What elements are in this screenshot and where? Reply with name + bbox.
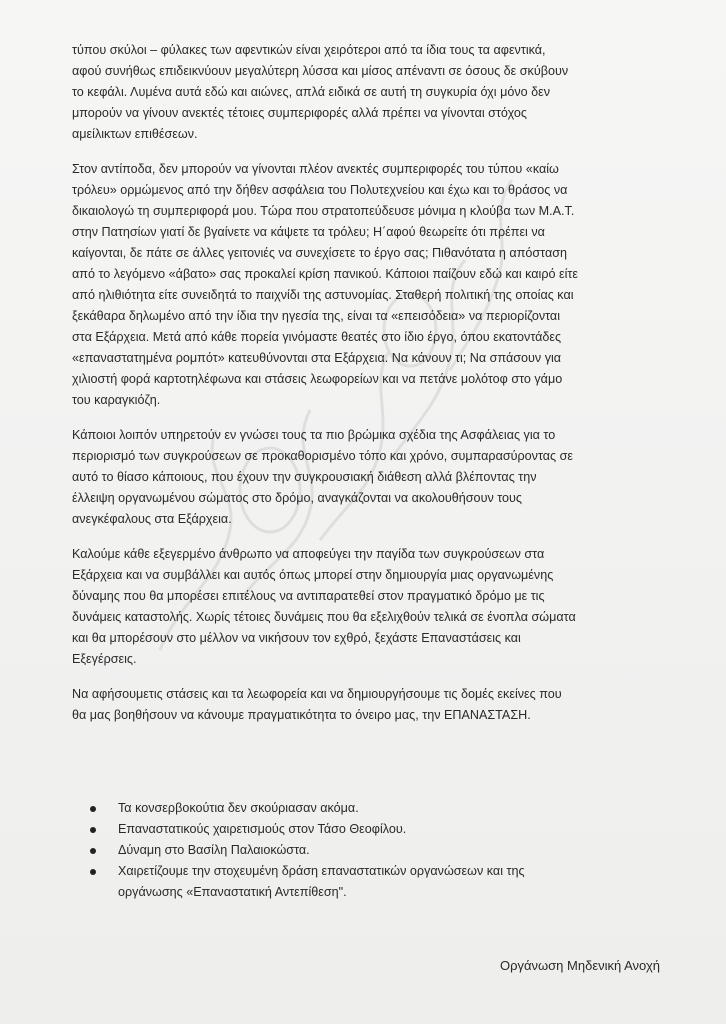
list-item <box>90 861 650 903</box>
text-line: δυνάμεις καταστολής. Χωρίς τέτοιες δυνάμεις που θα εξελιχθούν τελικά σε ένοπλα σώματα <box>72 610 576 624</box>
bullet-icon <box>90 827 96 833</box>
paragraph-4 <box>72 544 652 670</box>
signature: Οργάνωση Μηδενική Ανοχή <box>499 958 660 973</box>
list-item-text: Δύναμη στο Βασίλη Παλαιοκώστα. <box>118 843 310 857</box>
list-item-text: Χαιρετίζουμε την στοχευμένη δράση επαναστατικών οργανώσεων και της <box>118 864 525 878</box>
list-item-text: οργάνωσης «Επαναστατική Αντεπίθεση". <box>118 885 347 899</box>
text-line: από ηλιθιότητα είτε συνειδητά το παιχνίδι της αστυνομίας. Σταθερή πολιτική της οποίας και <box>72 288 574 302</box>
text-line: έλλειψη οργανωμένου σώματος στο δρόμο, αναγκάζονται να ακολουθήσουν τους <box>72 491 523 505</box>
paragraph-3 <box>72 425 652 530</box>
text-line: τρόλευ» ορμώμενος από την δήθεν ασφάλεια του Πολυτεχνείου και έχω και το θράσος να <box>72 183 568 197</box>
text-line: στην Πατησίων γιατί δε βγαίνετε να κάψετε τα τρόλευ; Η΄αφού θεωρείτε ότι πρέπει να <box>72 225 545 239</box>
text-line: από το λεγόμενο «άβατο» σας προκαλεί κρίση πανικού. Κάποιοι παίζουν εδώ και καιρό είτε <box>72 267 579 281</box>
bullet-icon <box>90 848 96 854</box>
bullet-icon <box>90 869 96 875</box>
text-line: ανεγκέφαλους στα Εξάρχεια. <box>72 512 232 526</box>
text-line: και θα μπορέσουν στο μέλλον να νικήσουν τον εχθρό, ξεχάστε Επαναστάσεις και <box>72 631 521 645</box>
text-line: το κεφάλι. Λυμένα αυτά εδώ και αιώνες, απλά ειδικά σε αυτή τη συγκυρία όχι μόνο δεν <box>72 85 551 99</box>
text-line: Στον αντίποδα, δεν μπορούν να γίνονται πλέον ανεκτές συμπεριφορές του τύπου «καίω <box>72 162 559 176</box>
list-item-text: Επαναστατικούς χαιρετισμούς στον Τάσο Θεοφίλου. <box>118 822 407 836</box>
list-item <box>90 840 650 861</box>
letter-body <box>72 40 652 740</box>
paragraph-2 <box>72 159 652 411</box>
text-line: Καλούμε κάθε εξεγερμένο άνθρωπο να αποφεύγει την παγίδα των συγκρούσεων στα <box>72 547 545 561</box>
text-line: αφού συνήθως επιδεικνύουν μεγαλύτερη λύσσα και μίσος απέναντι σε όσους δε σκύβουν <box>72 64 569 78</box>
text-line: Κάποιοι λοιπόν υπηρετούν εν γνώσει τους τα πιο βρώμικα σχέδια της Ασφάλειας για το <box>72 428 556 442</box>
text-line: μπορούν να γίνουν ανεκτές τέτοιες συμπεριφορές αλλά πρέπει να γίνονται στόχος <box>72 106 527 120</box>
text-line: Εξεγέρσεις. <box>72 652 137 666</box>
text-line: χιλιοστή φορά καρτοτηλέφωνα και στάσεις λεωφορείων και να πετάνε μολότοφ στο γάμο <box>72 372 563 386</box>
text-line: του καραγκιόζη. <box>72 393 161 407</box>
bullet-icon <box>90 806 96 812</box>
text-line: «επαναστατημένα ρομπότ» κατευθύνονται στα Εξάρχεια. Να κάνουν τι; Να σπάσουν για <box>72 351 562 365</box>
text-line: δύναμης που θα μπορέσει επιτέλους να αντιπαρατεθεί στον πραγματικό δρόμο με τις <box>72 589 545 603</box>
text-line: δικαιολογώ τη συμπεριφορά μου. Τώρα που στρατοπεύδευσε μόνιμα η κλούβα των Μ.Α.Τ. <box>72 204 575 218</box>
paragraph-1 <box>72 40 652 145</box>
text-line: θα μας βοηθήσουν να κάνουμε πραγματικότητα το όνειρο μας, την ΕΠΑΝΑΣΤΑΣΗ. <box>72 708 531 722</box>
text-line: περιορισμό των συγκρούσεων σε προκαθορισμένο τόπο και χρόνο, συμπαρασύροντας σε <box>72 449 574 463</box>
text-line: τύπου σκύλοι – φύλακες των αφεντικών είναι χειρότεροι από τα ίδια τους τα αφεντικά, <box>72 43 546 57</box>
list-item <box>90 819 650 840</box>
text-line: ξεκάθαρα δηλωμένο από την ίδια την ηγεσία της, είναι τα «επεισόδεια» να περιορίζονται <box>72 309 561 323</box>
slogan-list <box>90 798 650 903</box>
text-line: αυτό το θίασο κάποιους, που έχουν την συγκρουσιακή διάθεση αλλά βλέποντας την <box>72 470 537 484</box>
list-item <box>90 798 650 819</box>
text-line: αμείλικτων επιθέσεων. <box>72 127 198 141</box>
text-line: καίγονται, δε πάτε σε άλλες γειτονιές να συνεχίσετε το έργο σας; Πιθανότατα η απόσταση <box>72 246 568 260</box>
paragraph-5 <box>72 684 652 726</box>
text-line: Να αφήσουμετις στάσεις και τα λεωφορεία και να δημιουργήσουμε τις δομές εκείνες που <box>72 687 562 701</box>
text-line: Εξάρχεια και να συμβάλλει και αυτός όπως μπορεί στην δημιουργία μιας οργανωμένης <box>72 568 554 582</box>
list-item-text: Τα κονσερβοκούτια δεν σκούριασαν ακόμα. <box>118 801 359 815</box>
text-line: στα Εξάρχεια. Μετά από κάθε πορεία γινόμαστε θεατές στο ίδιο έργο, όπου εκατοντάδες <box>72 330 562 344</box>
